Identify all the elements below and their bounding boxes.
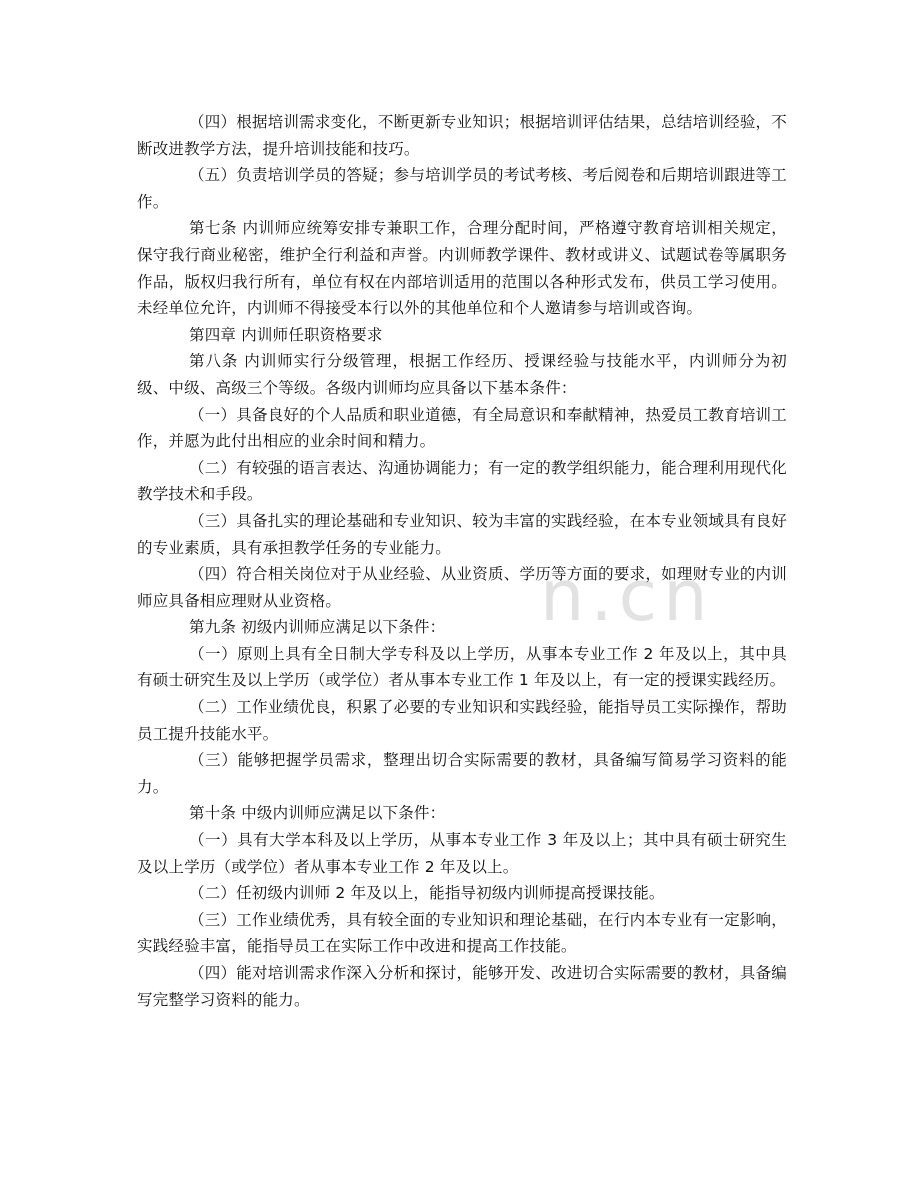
- paragraph-duty-5: （五）负责培训学员的答疑；参与培训学员的考试考核、考后阅卷和后期培训跟进等工作。: [137, 166, 787, 211]
- paragraph-basic-req-4: （四）符合相关岗位对于从业经验、从业资质、学历等方面的要求，如理财专业的内训师应具备相应理财从业资格。: [137, 565, 787, 610]
- paragraph-middle-req-3: （三）工作业绩优秀，具有较全面的专业知识和理论基础，在行内本专业有一定影响，实践经验丰富，能指导员工在实际工作中改进和提高工作技能。: [137, 910, 787, 956]
- paragraph-junior-req-2: （二）工作业绩优良，积累了必要的专业知识和实践经验，能指导员工实际操作，帮助员工提升技能水平。: [137, 698, 787, 743]
- paragraph-middle-req-2: （二）任初级内训师 2 年及以上，能指导初级内训师提高授课技能。: [189, 884, 665, 903]
- paragraph-basic-req-3: （三）具备扎实的理论基础和专业知识、较为丰富的实践经验，在本专业领域具有良好的专业素质，具有承担教学任务的专业能力。: [137, 511, 787, 557]
- paragraph-junior-req-1: （一）原则上具有全日制大学专科及以上学历，从事本专业工作 2 年及以上，其中具有硕士研究生及以上学历（或学位）者从事本专业工作 1 年及以上，有一定的授课实践经历。: [137, 644, 787, 690]
- paragraph-article-8: 第八条 内训师实行分级管理，根据工作经历、授课经验与技能水平，内训师分为初级、中级、高级三个等级。各级内训师均应具备以下基本条件：: [137, 352, 787, 397]
- paragraph-article-9: 第九条 初级内训师应满足以下条件：: [189, 618, 446, 637]
- chapter-4-heading: 第四章 内训师任职资格要求: [189, 325, 383, 344]
- paragraph-middle-req-1: （一）具有大学本科及以上学历，从事本专业工作 3 年及以上；其中具有硕士研究生及以上学历（或学位）者从事本专业工作 2 年及以上。: [137, 831, 787, 876]
- paragraph-middle-req-4: （四）能对培训需求作深入分析和探讨，能够开发、改进切合实际需要的教材，具备编写完整学习资料的能力。: [137, 964, 787, 1009]
- paragraph-junior-req-3: （三）能够把握学员需求，整理出切合实际需要的教材，具备编写简易学习资料的能力。: [137, 751, 787, 796]
- document-body: [137, 109, 787, 1013]
- paragraph-basic-req-2: （二）有较强的语言表达、沟通协调能力；有一定的教学组织能力，能合理利用现代化教学技术和手段。: [137, 458, 787, 504]
- paragraph-article-7: 第七条 内训师应统筹安排专兼职工作，合理分配时间，严格遵守教育培训相关规定，保守我行商业秘密，维护全行利益和声誉。内训师教学课件、教材或讲义、试题试卷等属职务作品，版权归我行所有，单位有权在内部培训适用的范围以各种形式发布，供员工学习使用。未经单位允许，内训师不得接受本行以外的其他单位和个人邀请参与培训或咨询。: [137, 219, 787, 318]
- paragraph-article-10: 第十条 中级内训师应满足以下条件：: [189, 804, 446, 823]
- watermark: n.cn: [540, 555, 714, 637]
- paragraph-basic-req-1: （一）具备良好的个人品质和职业道德，有全局意识和奉献精神，热爱员工教育培训工作，并愿为此付出相应的业余时间和精力。: [137, 405, 787, 451]
- paragraph-duty-4: （四）根据培训需求变化，不断更新专业知识；根据培训评估结果，总结培训经验，不断改进教学方法，提升培训技能和技巧。: [137, 113, 787, 158]
